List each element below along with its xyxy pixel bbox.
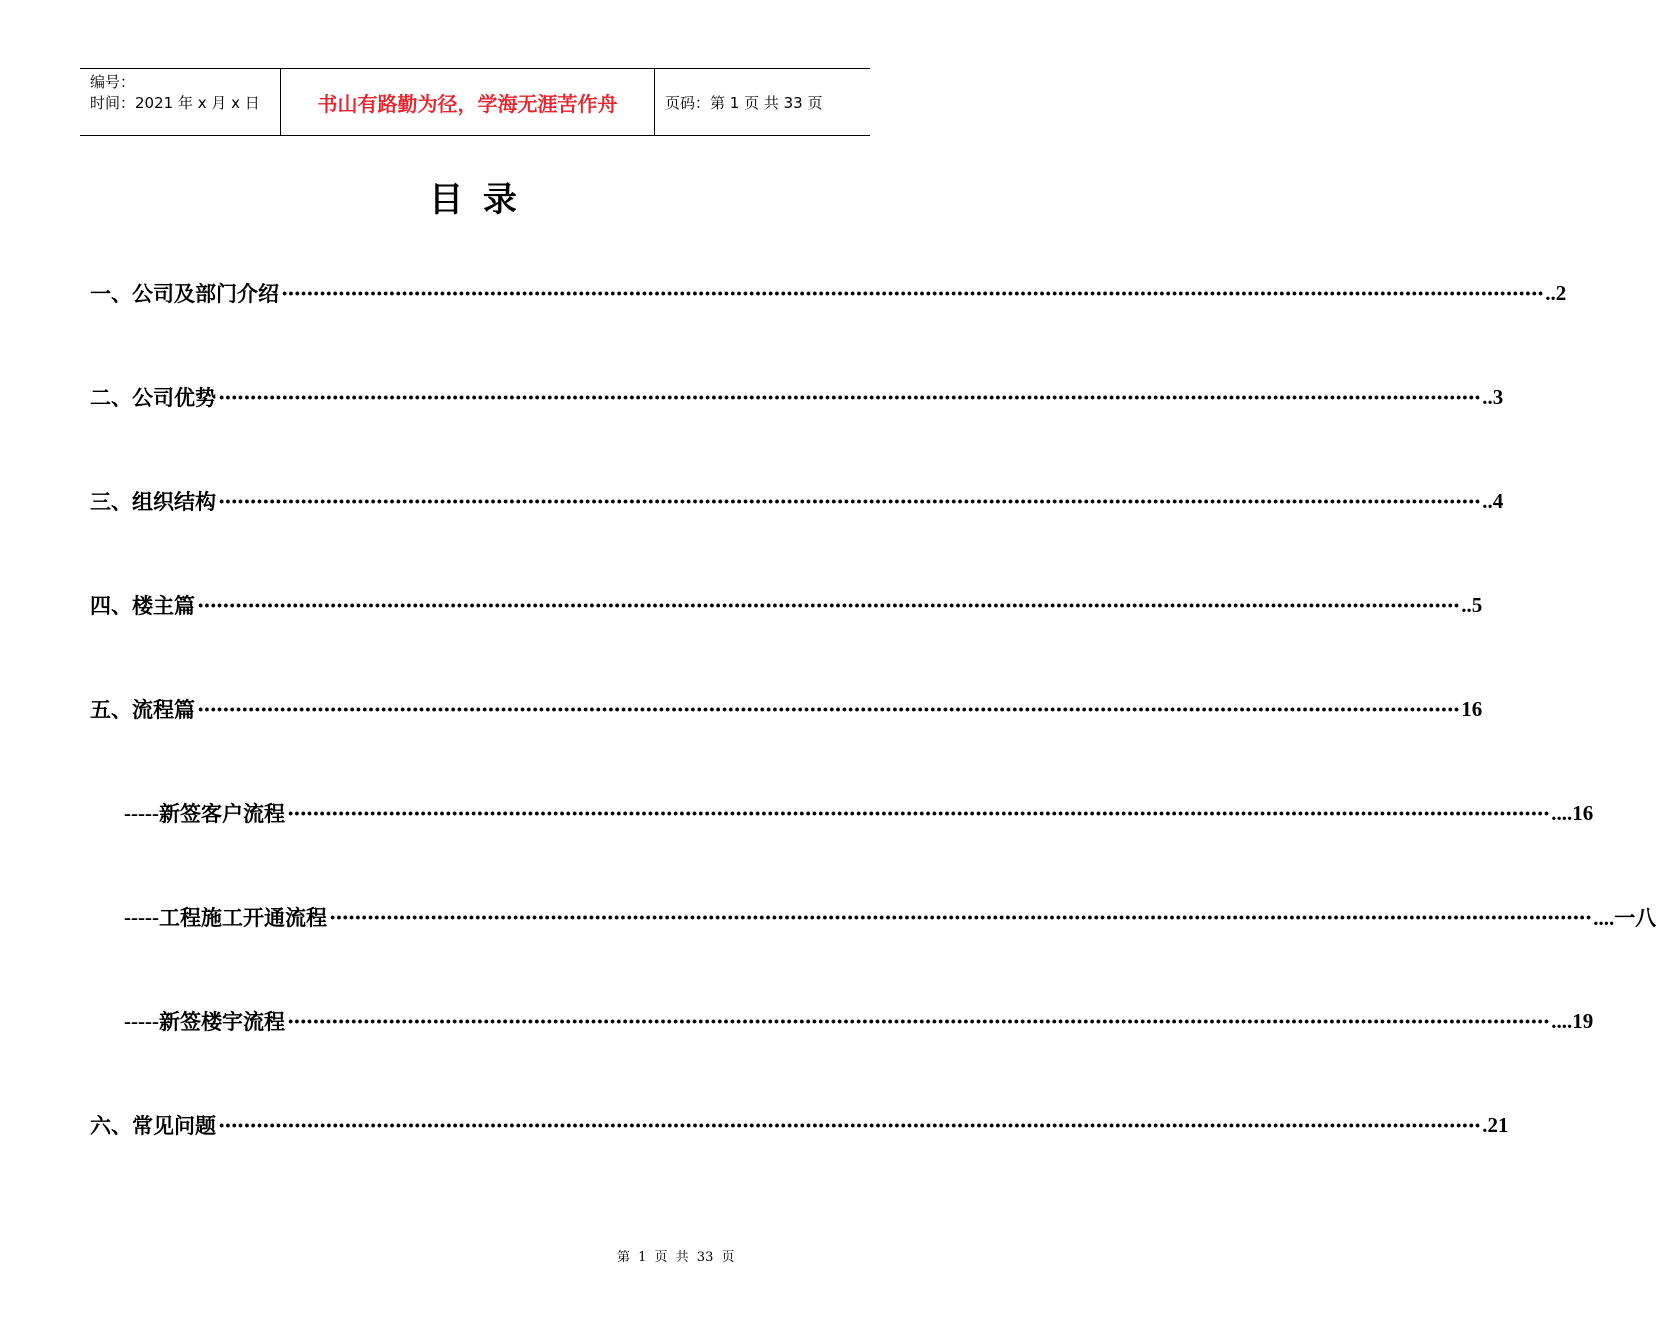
toc-page: ....一八 xyxy=(1593,906,1656,930)
toc-sub-prefix: ----- xyxy=(124,1008,159,1033)
toc-leader: ········································································································································································································ xyxy=(197,592,1460,618)
toc-page: ....16 xyxy=(1551,800,1594,825)
toc-label: 工程施工开通流程 xyxy=(158,906,327,930)
toc-leader: ········································································································································································································ xyxy=(328,904,1592,930)
toc-page: ....19 xyxy=(1551,1008,1594,1033)
serial-label: 编号： xyxy=(90,73,136,91)
toc-subitem[interactable] xyxy=(124,902,1656,932)
page-title: 目 录 xyxy=(429,180,521,220)
toc-item[interactable] xyxy=(90,278,1567,308)
time-label: 时间：2021 年 x 月 x 日 xyxy=(90,94,260,112)
toc-label: 楼主篇 xyxy=(132,594,195,618)
toc-number: 一、 xyxy=(90,282,132,306)
toc-leader: ········································································································································································································ xyxy=(218,1112,1481,1138)
toc-page: ..4 xyxy=(1482,488,1504,513)
toc-page: ..5 xyxy=(1461,592,1483,617)
toc-leader: ········································································································································································································ xyxy=(197,696,1460,722)
toc-leader: ········································································································································································································ xyxy=(281,280,1544,306)
toc-number: 四、 xyxy=(90,594,132,618)
toc-page: 16 xyxy=(1461,696,1483,721)
toc-item[interactable] xyxy=(90,486,1504,516)
toc-leader: ········································································································································································································ xyxy=(218,488,1481,514)
footer-page-count: 第 1 页 共 33 页 xyxy=(617,1250,735,1265)
toc-label: 流程篇 xyxy=(132,698,195,722)
toc-sub-prefix: ----- xyxy=(124,904,159,929)
header-motto: 书山有路勤为径，学海无涯苦作舟 xyxy=(281,69,655,135)
header-meta xyxy=(80,69,281,135)
toc-item[interactable] xyxy=(90,1110,1509,1140)
toc-leader: ········································································································································································································ xyxy=(286,800,1550,826)
toc-item[interactable] xyxy=(90,590,1483,620)
toc-label: 新签客户流程 xyxy=(158,802,285,826)
toc-number: 三、 xyxy=(90,490,132,514)
toc-leader: ········································································································································································································ xyxy=(218,384,1481,410)
toc-number: 五、 xyxy=(90,698,132,722)
toc-number: 二、 xyxy=(90,386,132,410)
toc-leader: ········································································································································································································ xyxy=(286,1008,1550,1034)
toc-label: 公司及部门介绍 xyxy=(132,282,279,306)
toc-label: 新签楼宇流程 xyxy=(158,1010,285,1034)
toc-page: ..2 xyxy=(1545,280,1567,305)
toc-number: 六、 xyxy=(90,1114,132,1138)
toc-item[interactable] xyxy=(90,694,1483,724)
toc-label: 公司优势 xyxy=(132,386,216,410)
toc-label: 组织结构 xyxy=(132,490,216,514)
toc-subitem[interactable] xyxy=(124,1006,1594,1036)
header-page-info: 页码：第 1 页 共 33 页 xyxy=(665,93,823,112)
toc-page: .21 xyxy=(1482,1112,1509,1137)
toc-page: ..3 xyxy=(1482,384,1504,409)
toc-item[interactable] xyxy=(90,382,1504,412)
toc-sub-prefix: ----- xyxy=(124,800,159,825)
toc-label: 常见问题 xyxy=(132,1114,216,1138)
toc-subitem[interactable] xyxy=(124,798,1594,828)
document-header xyxy=(80,68,870,136)
